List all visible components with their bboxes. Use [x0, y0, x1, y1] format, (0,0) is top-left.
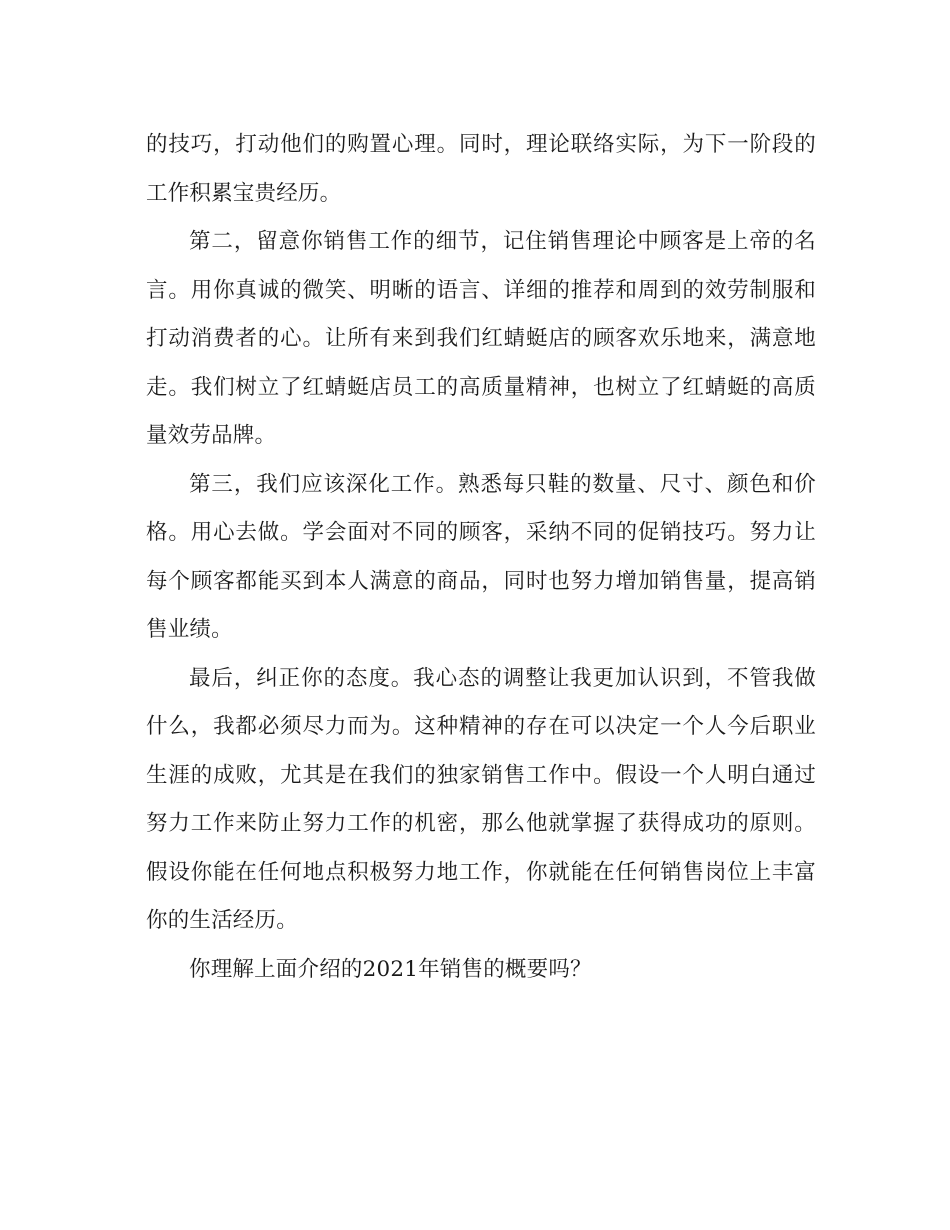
- paragraph-closing-question: 你理解上面介绍的2021年销售的概要吗？: [189, 956, 592, 982]
- paragraph-second: 第二，留意你销售工作的细节，记住销售理论中顾客是上帝的名言。用你真诚的微笑、明晰的语言、详细的推荐和周到的效劳制服和打动消费者的心。让所有来到我们红蜻蜓店的顾客欢乐地来，满意地走。我们树立了红蜻蜓店员工的高质量精神，也树立了红蜻蜓的高质量效劳品牌。: [146, 229, 816, 448]
- paragraph-third: 第三，我们应该深化工作。熟悉每只鞋的数量、尺寸、颜色和价格。用心去做。学会面对不同的顾客，采纳不同的促销技巧。努力让每个顾客都能买到本人满意的商品，同时也努力增加销售量，提高销售业绩。: [146, 471, 816, 642]
- document-body: [146, 121, 816, 994]
- paragraph-continuation: 的技巧，打动他们的购置心理。同时，理论联络实际，为下一阶段的工作积累宝贵经历。: [146, 132, 816, 206]
- paragraph-finally: 最后，纠正你的态度。我心态的调整让我更加认识到，不管我做什么，我都必须尽力而为。这种精神的存在可以决定一个人今后职业生涯的成败，尤其是在我们的独家销售工作中。假设一个人明白通过努力工作来防止努力工作的机密，那么他就掌握了获得成功的原则。假设你能在任何地点积极努力地工作，你就能在任何销售岗位上丰富你的生活经历。: [146, 665, 816, 933]
